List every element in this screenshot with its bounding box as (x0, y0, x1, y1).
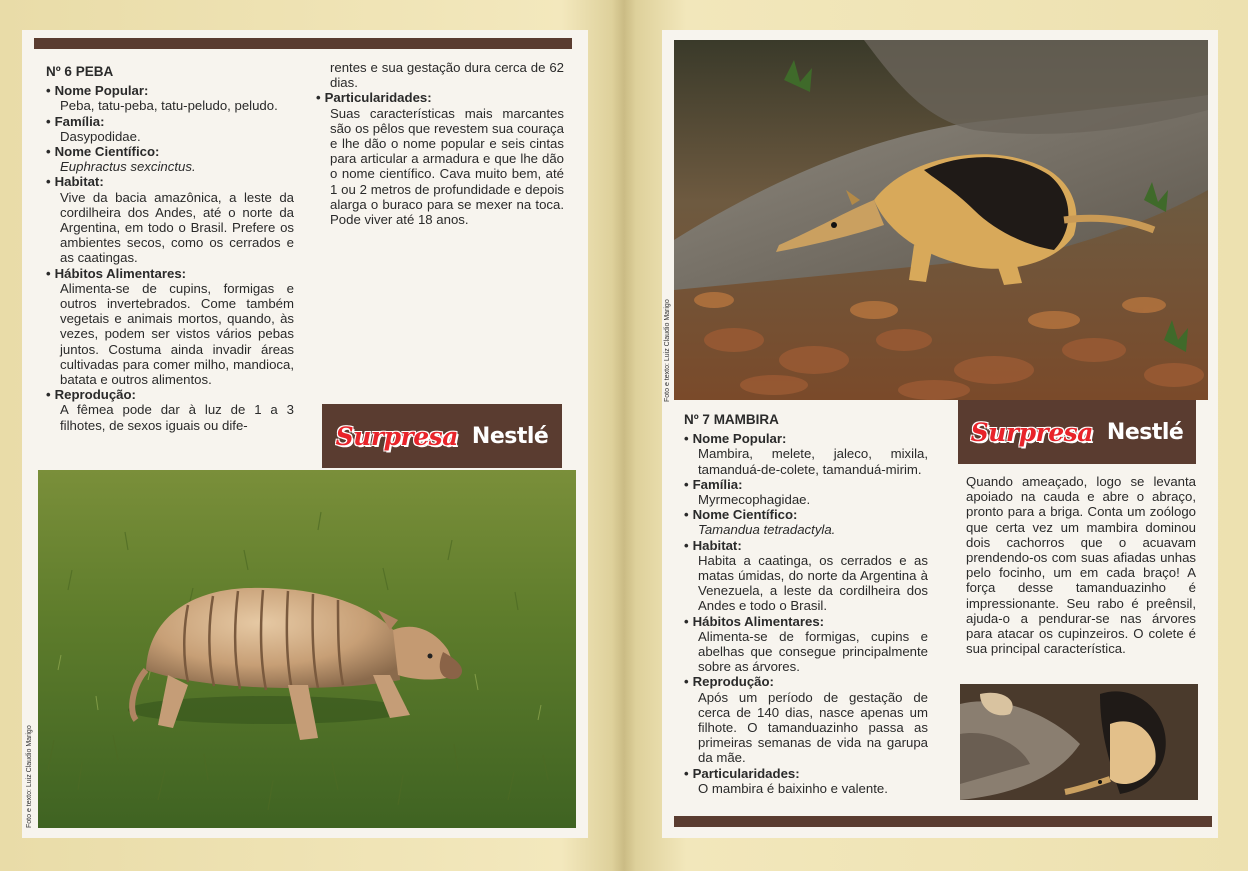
peba-text-column-2 (316, 60, 564, 227)
family-heading: • Família: (46, 114, 294, 129)
family-text: Dasypodidae. (60, 128, 141, 144)
book-gutter (612, 0, 636, 871)
top-bar (34, 38, 572, 49)
particularities-heading-right: • Particularidades: (684, 766, 928, 781)
peba-text-column-1 (46, 64, 294, 433)
armadillo-photo (38, 470, 576, 828)
peba-title: Nº 6 PEBA (46, 64, 114, 79)
food-habits-heading-right: • Hábitos Alimentares: (684, 614, 928, 629)
habitat-text: Vive da bacia amazônica, a leste da cordilheira dos Andes, até o norte da Argentina, em todo o Brasil. Prefere os ambientes secos, como os cerrados e as caatingas. (60, 189, 294, 266)
bottom-bar (674, 816, 1212, 827)
reproduction-text-part-2: rentes e sua gestação dura cerca de 62 dias. (330, 60, 564, 91)
scientific-name-text: Euphractus sexcinctus. (60, 159, 196, 175)
family-text-right: Myrmecophagidae. (698, 492, 811, 508)
nestle-wordmark-right: Nestlé (1106, 419, 1184, 445)
mambira-text-column-2 (964, 474, 1196, 656)
peba-photo-credit: Foto e texto: Luiz Claudio Marigo (26, 725, 33, 828)
habitat-heading-right: • Habitat: (684, 538, 928, 553)
surpresa-nestle-logo-right (958, 400, 1196, 464)
scientific-name-text-right: Tamandua tetradactyla. (698, 522, 836, 538)
food-habits-heading: • Hábitos Alimentares: (46, 266, 294, 281)
popular-name-heading-right: • Nome Popular: (684, 431, 928, 446)
particularities-text-part-1: O mambira é baixinho e valente. (698, 780, 888, 796)
scientific-name-heading-right: • Nome Científico: (684, 507, 928, 522)
reproduction-text-right: Após um período de gestação de cerca de 140 dias, nasce apenas um filhote. O tamanduazinho passa as primeiras semanas de vida na garupa da mãe. (698, 689, 928, 766)
popular-name-heading: • Nome Popular: (46, 83, 294, 98)
habitat-text-right: Habita a caatinga, os cerrados e as matas úmidas, do norte da Argentina à Venezuela, a leste da cordilheira dos Andes e todo o Brasil. (698, 552, 928, 614)
surpresa-wordmark-right: Surpresa (970, 417, 1093, 447)
right-page (662, 30, 1218, 838)
popular-name-text: Peba, tatu-peba, tatu-peludo, peludo. (60, 98, 278, 114)
anteater-illustration (674, 40, 1208, 400)
food-habits-text-right: Alimenta-se de formigas, cupins e abelhas que consegue principalmente sobre as árvores. (698, 628, 928, 675)
surpresa-wordmark: Surpresa (335, 421, 458, 451)
reproduction-heading: • Reprodução: (46, 387, 294, 402)
particularities-text: Suas características mais marcantes são os pêlos que revestem sua couraça e lhe dão o nome popular e seis cintas para articular a armadura e que lhe dão o nome científico. Cava muito bem, até 1 ou 2 metros de profundidade e depois alarga o buraco para se mexer na toca. Pode viver até 18 anos. (330, 105, 564, 228)
habitat-heading: • Habitat: (46, 174, 294, 189)
surpresa-nestle-logo (322, 404, 562, 468)
mambira-photo-credit: Foto e texto: Luiz Claudio Marigo (664, 299, 671, 402)
food-habits-text: Alimenta-se de cupins, formigas e outros invertebrados. Come também vegetais e animais mortos, quando, às vezes, podem ser vistos vários pebas juntos. Costuma ainda invadir áreas cultivadas para comer milho, mandioca, batata e outros alimentos. (60, 280, 294, 388)
left-page (22, 30, 588, 838)
mambira-title: Nº 7 MAMBIRA (684, 412, 779, 427)
armadillo-illustration (38, 470, 576, 828)
popular-name-text-right: Mambira, melete, jaleco, mixila, tamanduá-de-colete, tamanduá-mirim. (698, 446, 928, 477)
reproduction-heading-right: • Reprodução: (684, 674, 928, 689)
anteater-closeup-photo (960, 684, 1198, 800)
particularities-text-part-2: Quando ameaçado, logo se levanta apoiado na cauda e abre o abraço, pronto para a briga. Conta um zoólogo que certa vez um mambira dominou dois cachorros que o acuavam prendendo-os com suas afiadas unhas pelo focinho, um em cada braço! A força desse tamanduazinho é impressionante. Seu rabo é preênsil, ajuda-o a pendurar-se nas árvores para atacar os cupinzeiros. O colete é sua principal característica. (966, 474, 1196, 657)
family-heading-right: • Família: (684, 477, 928, 492)
mambira-text-column-1 (684, 412, 928, 796)
scientific-name-heading: • Nome Científico: (46, 144, 294, 159)
nestle-wordmark: Nestlé (471, 423, 549, 449)
anteater-closeup-illustration (960, 684, 1198, 800)
particularities-heading: • Particularidades: (316, 90, 564, 105)
reproduction-text-part-1: A fêmea pode dar à luz de 1 a 3 filhotes, de sexos iguais ou dife- (60, 402, 294, 433)
anteater-photo (674, 40, 1208, 400)
